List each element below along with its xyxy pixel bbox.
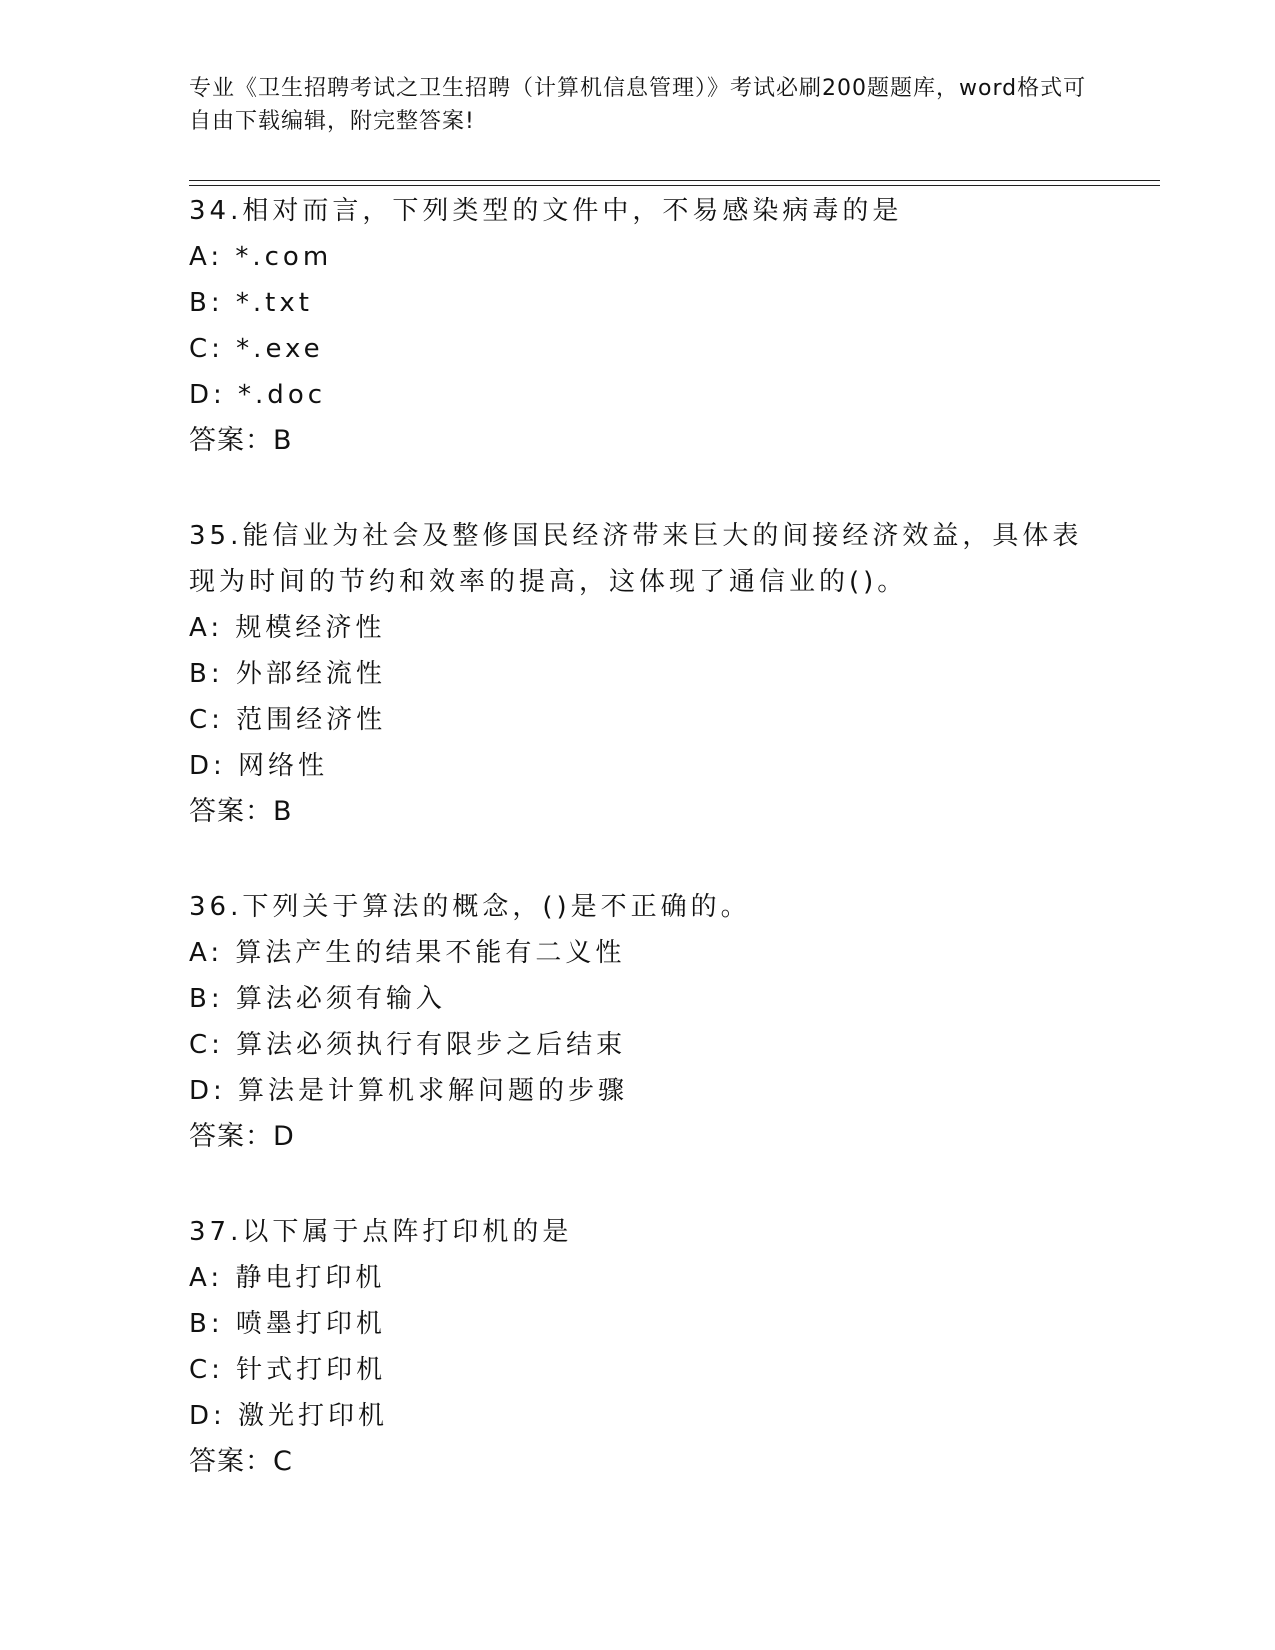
option-d: D: 算法是计算机求解问题的步骤 [189, 1076, 629, 1106]
option-c: C: *.exe [189, 334, 324, 364]
option-c: C: 针式打印机 [189, 1355, 387, 1385]
header-divider-bottom [189, 185, 1160, 186]
option-d: D: *.doc [189, 380, 327, 410]
option-a: A: 静电打印机 [189, 1263, 386, 1293]
answer-label: 答案：C [189, 1446, 293, 1477]
question-item [189, 513, 1149, 835]
document-header: 专业《卫生招聘考试之卫生招聘（计算机信息管理）》考试必刷200题题库，word格式可自由下载编辑，附完整答案! [189, 76, 1087, 134]
option-c: C: 范围经济性 [189, 705, 387, 735]
question-stem: 36.下列关于算法的概念，()是不正确的。 [189, 892, 751, 922]
question-list [189, 188, 1149, 1485]
option-b: B: 喷墨打印机 [189, 1309, 386, 1339]
question-stem: 37.以下属于点阵打印机的是 [189, 1217, 573, 1247]
question-item [189, 884, 1149, 1160]
answer-label: 答案：D [189, 1121, 295, 1152]
answer-label: 答案：B [189, 425, 293, 456]
question-stem: 34.相对而言，下列类型的文件中，不易感染病毒的是 [189, 196, 903, 226]
question-stem: 35.能信业为社会及整修国民经济带来巨大的间接经济效益，具体表现为时间的节约和效率的提高，这体现了通信业的()。 [189, 521, 1083, 597]
question-item [189, 1209, 1149, 1485]
option-b: B: *.txt [189, 288, 313, 318]
option-a: A: *.com [189, 242, 333, 272]
answer-label: 答案：B [189, 796, 293, 827]
option-d: D: 激光打印机 [189, 1401, 389, 1431]
option-b: B: 外部经流性 [189, 659, 386, 689]
option-d: D: 网络性 [189, 751, 329, 781]
option-c: C: 算法必须执行有限步之后结束 [189, 1030, 627, 1060]
header-divider-top [189, 180, 1160, 181]
option-a: A: 算法产生的结果不能有二义性 [189, 938, 626, 968]
question-item [189, 188, 1149, 464]
option-b: B: 算法必须有输入 [189, 984, 446, 1014]
option-a: A: 规模经济性 [189, 613, 386, 643]
